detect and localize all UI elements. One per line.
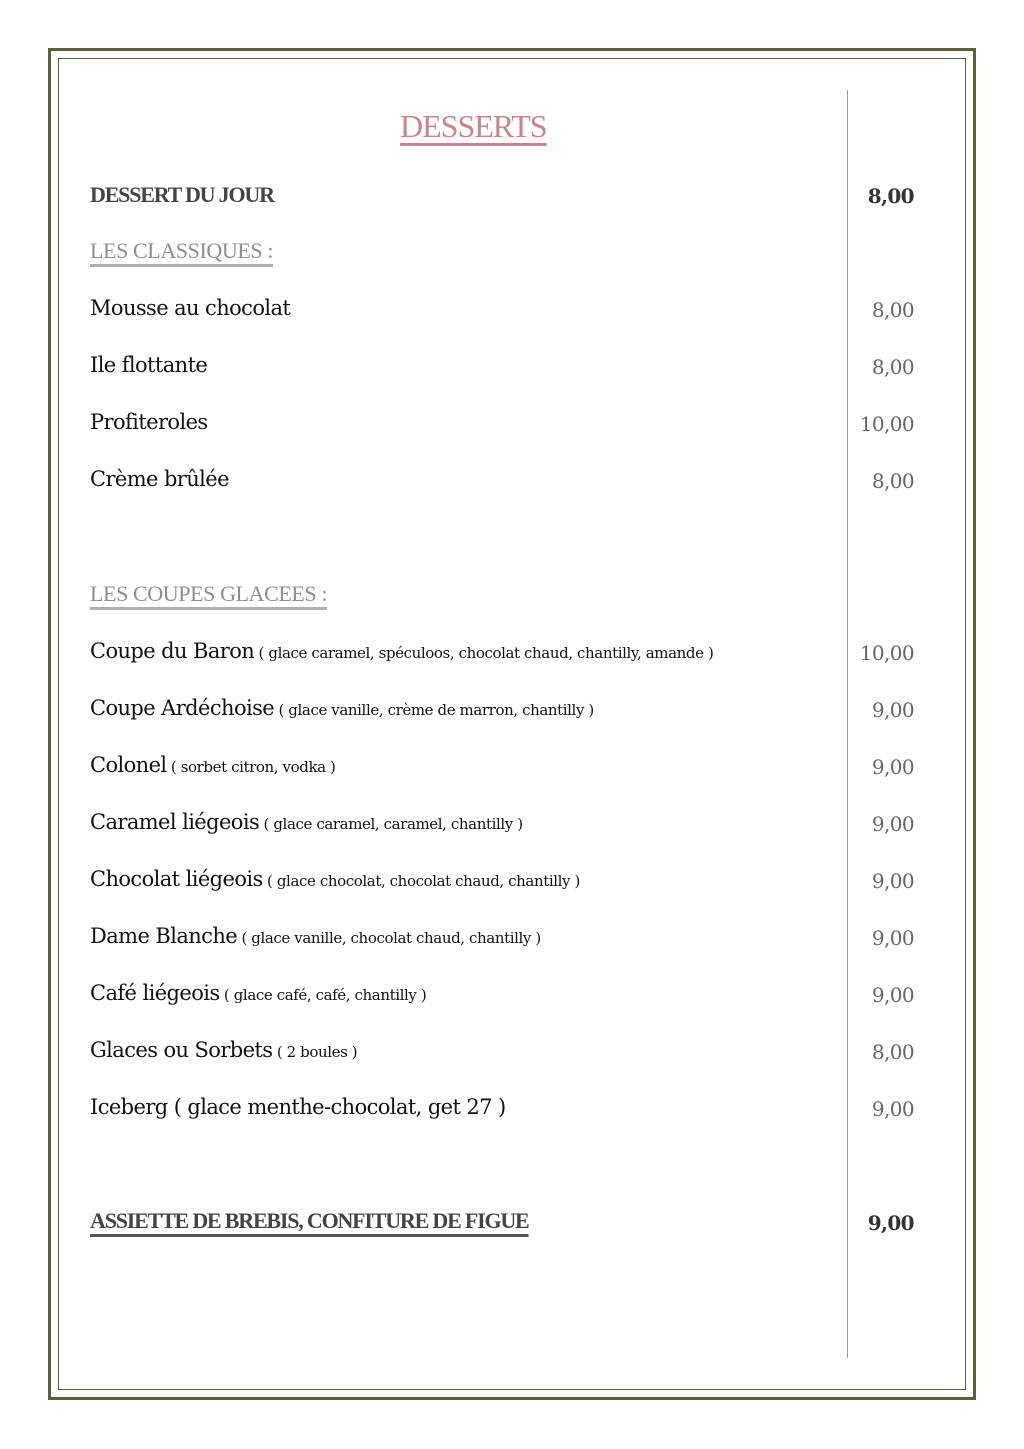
assiette-brebis-label: ASSIETTE DE BREBIS, CONFITURE DE FIGUE — [90, 1208, 529, 1233]
price-column-divider — [847, 90, 848, 1358]
menu-item-price: 9,00 — [871, 926, 914, 950]
menu-item — [90, 869, 750, 890]
menu-item-name: Ile flottante — [90, 353, 208, 377]
menu-item-name: Caramel liégeois — [90, 810, 260, 834]
menu-item-name: Colonel — [90, 753, 167, 777]
section-heading-classiques: LES CLASSIQUES : — [90, 238, 274, 263]
menu-item-name: Chocolat liégeois — [90, 867, 263, 891]
menu-item-description: ( glace caramel, spéculoos, chocolat chaud, chantilly, amande ) — [254, 644, 714, 662]
menu-item-description: ( glace café, café, chantilly ) — [219, 986, 427, 1004]
menu-item — [90, 755, 750, 776]
menu-item-price: 9,00 — [871, 983, 914, 1007]
menu-item-name: Coupe du Baron — [90, 639, 255, 663]
menu-item-description: ( 2 boules ) — [272, 1043, 358, 1061]
menu-item — [90, 983, 750, 1004]
menu-item-name: Café liégeois — [90, 981, 220, 1005]
dessert-du-jour-label: DESSERT DU JOUR — [90, 182, 274, 207]
menu-item-description: ( glace vanille, crème de marron, chantilly ) — [274, 701, 594, 719]
menu-item-price: 10,00 — [859, 412, 914, 436]
menu-item-price: 9,00 — [871, 812, 914, 836]
menu-item — [90, 1097, 750, 1118]
menu-item-price: 9,00 — [871, 1097, 914, 1121]
menu-item-name: Crème brûlée — [90, 467, 229, 491]
menu-item-price: 9,00 — [871, 698, 914, 722]
menu-item-description: ( sorbet citron, vodka ) — [166, 758, 336, 776]
dessert-du-jour-price: 8,00 — [867, 184, 914, 208]
menu-item — [90, 812, 750, 833]
menu-item-name: Iceberg ( glace menthe-chocolat, get 27 ) — [90, 1095, 506, 1119]
menu-item-description: ( glace vanille, chocolat chaud, chantilly ) — [237, 929, 541, 947]
menu-item-price: 9,00 — [871, 755, 914, 779]
menu-title: DESSERTS — [400, 108, 547, 144]
menu-item — [90, 1040, 750, 1061]
menu-item-name: Glaces ou Sorbets — [90, 1038, 273, 1062]
menu-item-price: 8,00 — [871, 355, 914, 379]
menu-item-price: 9,00 — [871, 869, 914, 893]
menu-item-name: Coupe Ardéchoise — [90, 696, 275, 720]
menu-item-price: 8,00 — [871, 298, 914, 322]
menu-item — [90, 641, 750, 662]
menu-item-price: 10,00 — [859, 641, 914, 665]
menu-item-name: Mousse au chocolat — [90, 296, 291, 320]
menu-item-price: 8,00 — [871, 1040, 914, 1064]
menu-item — [90, 926, 750, 947]
section-heading-coupes: LES COUPES GLACEES : — [90, 581, 328, 606]
assiette-brebis-price: 9,00 — [867, 1211, 914, 1235]
menu-item-description: ( glace caramel, caramel, chantilly ) — [259, 815, 523, 833]
menu-item-name: Dame Blanche — [90, 924, 238, 948]
menu-item-price: 8,00 — [871, 469, 914, 493]
menu-item — [90, 698, 750, 719]
menu-item-name: Profiteroles — [90, 410, 208, 434]
menu-item-description: ( glace chocolat, chocolat chaud, chantilly ) — [262, 872, 580, 890]
